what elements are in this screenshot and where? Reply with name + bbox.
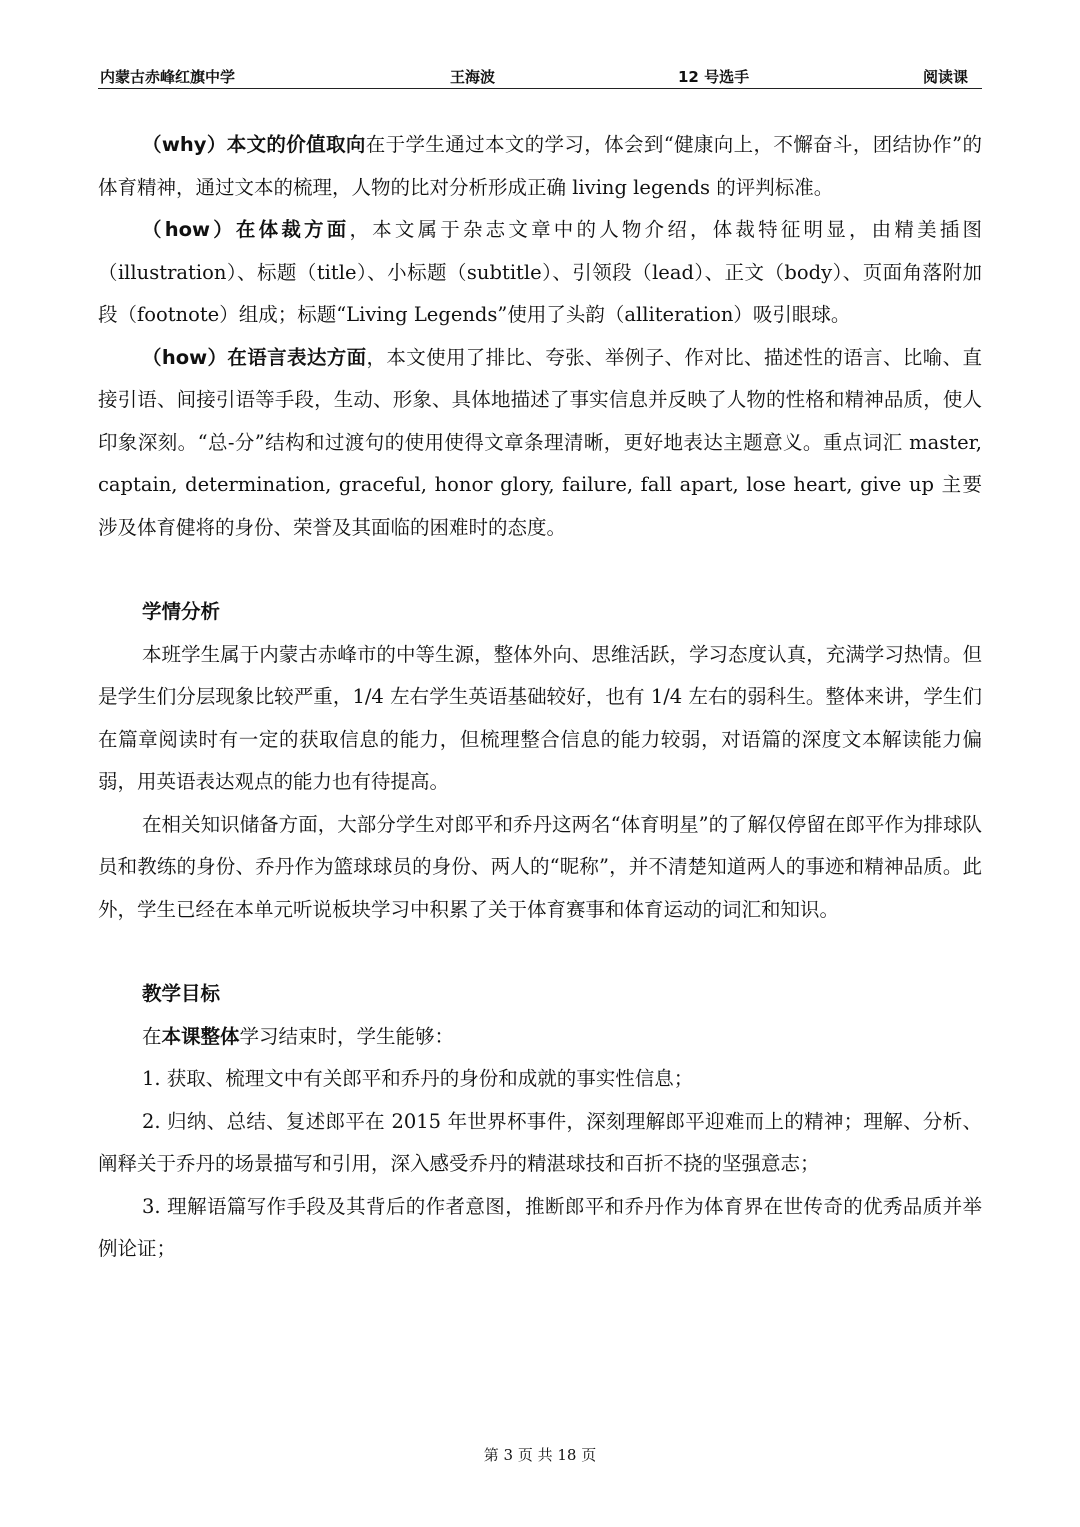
paragraph-text: 在于学生通过本文的学习，体会到“健康向上，不懈奋斗，团结协作”的体育精神，通过文本的梳理，人物的比对分析形成正确 living legends 的评判标准。 xyxy=(98,133,982,199)
paragraph-learner-1: 本班学生属于内蒙古赤峰市的中等生源，整体外向、思维活跃，学习态度认真，充满学习热情。但是学生们分层现象比较严重，1/4 左右学生英语基础较好，也有 1/4 左右的弱科生。整体来讲，学生们在篇章阅读时有一定的获取信息的能力，但梳理整合信息的能力较弱，对语篇的深度文本解读能力偏弱，用英语表达观点的能力也有待提高。 xyxy=(98,642,982,793)
paragraph-lead: （how）在体裁方面 xyxy=(142,218,350,241)
goals-intro-bold: 本课整体 xyxy=(161,1024,240,1048)
paragraph-text: ，本文使用了排比、夸张、举例子、作对比、描述性的语言、比喻、直接引语、间接引语等手段，生动、形象、具体地描述了事实信息并反映了人物的性格和精神品质，使人印象深刻。“总-分”结构和过渡句的使用使得文章条理清晰，更好地表达主题意义。重点词汇 master, captain, determination, graceful, honor glory, failure, fall apart, lose heart, give up 主要涉及体育健将的身份、荣誉及其面临的困难时的态度。 xyxy=(98,345,982,539)
goal-item-2: 2. 归纳、总结、复述郎平在 2015 年世界杯事件，深刻理解郎平迎难而上的精神；理解、分析、阐释关于乔丹的场景描写和引用，深入感受乔丹的精湛球技和百折不挠的坚强意志； xyxy=(98,1109,982,1175)
paragraph-lead: （why）本文的价值取向 xyxy=(142,133,366,156)
spacer xyxy=(98,931,982,973)
goal-item-3: 3. 理解语篇写作手段及其背后的作者意图，推断郎平和乔丹作为体育界在世传奇的优秀品质并举例论证； xyxy=(98,1194,982,1260)
spacer xyxy=(98,549,982,591)
paragraph-lead: （how）在语言表达方面 xyxy=(142,345,367,369)
goals-intro-post: 学习结束时，学生能够： xyxy=(239,1024,455,1048)
header-course: 阅读课 xyxy=(922,68,968,86)
paragraph-value-orientation xyxy=(98,124,982,209)
section-heading-learner-analysis: 学情分析 xyxy=(142,600,221,623)
header-contestant: 12 号选手 xyxy=(678,68,750,86)
goals-intro-pre: 在 xyxy=(142,1024,162,1048)
goals-intro xyxy=(98,1016,982,1059)
section-heading-teaching-goals: 教学目标 xyxy=(142,982,221,1005)
page-footer: 第 3 页 共 18 页 xyxy=(483,1446,597,1464)
paragraph-text: ，本文属于杂志文章中的人物介绍，体裁特征明显，由精美插图（illustration）、标题（title）、小标题（subtitle）、引领段（lead）、正文（body）、页面角落附加段（footnote）组成；标题“Living Legends”使用了头韵（alliteration）吸引眼球。 xyxy=(98,218,982,326)
paragraph-learner-2: 在相关知识储备方面，大部分学生对郎平和乔丹这两名“体育明星”的了解仅停留在郎平作为排球队员和教练的身份、乔丹作为篮球球员的身份、两人的“昵称”，并不清楚知道两人的事迹和精神品质。此外，学生已经在本单元听说板块学习中积累了关于体育赛事和体育运动的词汇和知识。 xyxy=(98,812,982,921)
goal-item-1: 1. 获取、梳理文中有关郎平和乔丹的身份和成就的事实性信息； xyxy=(142,1067,694,1090)
paragraph-genre xyxy=(98,209,982,337)
page-header xyxy=(98,62,982,89)
header-school: 内蒙古赤峰红旗中学 xyxy=(100,68,236,86)
document-body xyxy=(98,124,982,1271)
paragraph-language xyxy=(98,337,982,550)
header-teacher: 王海波 xyxy=(450,68,496,86)
